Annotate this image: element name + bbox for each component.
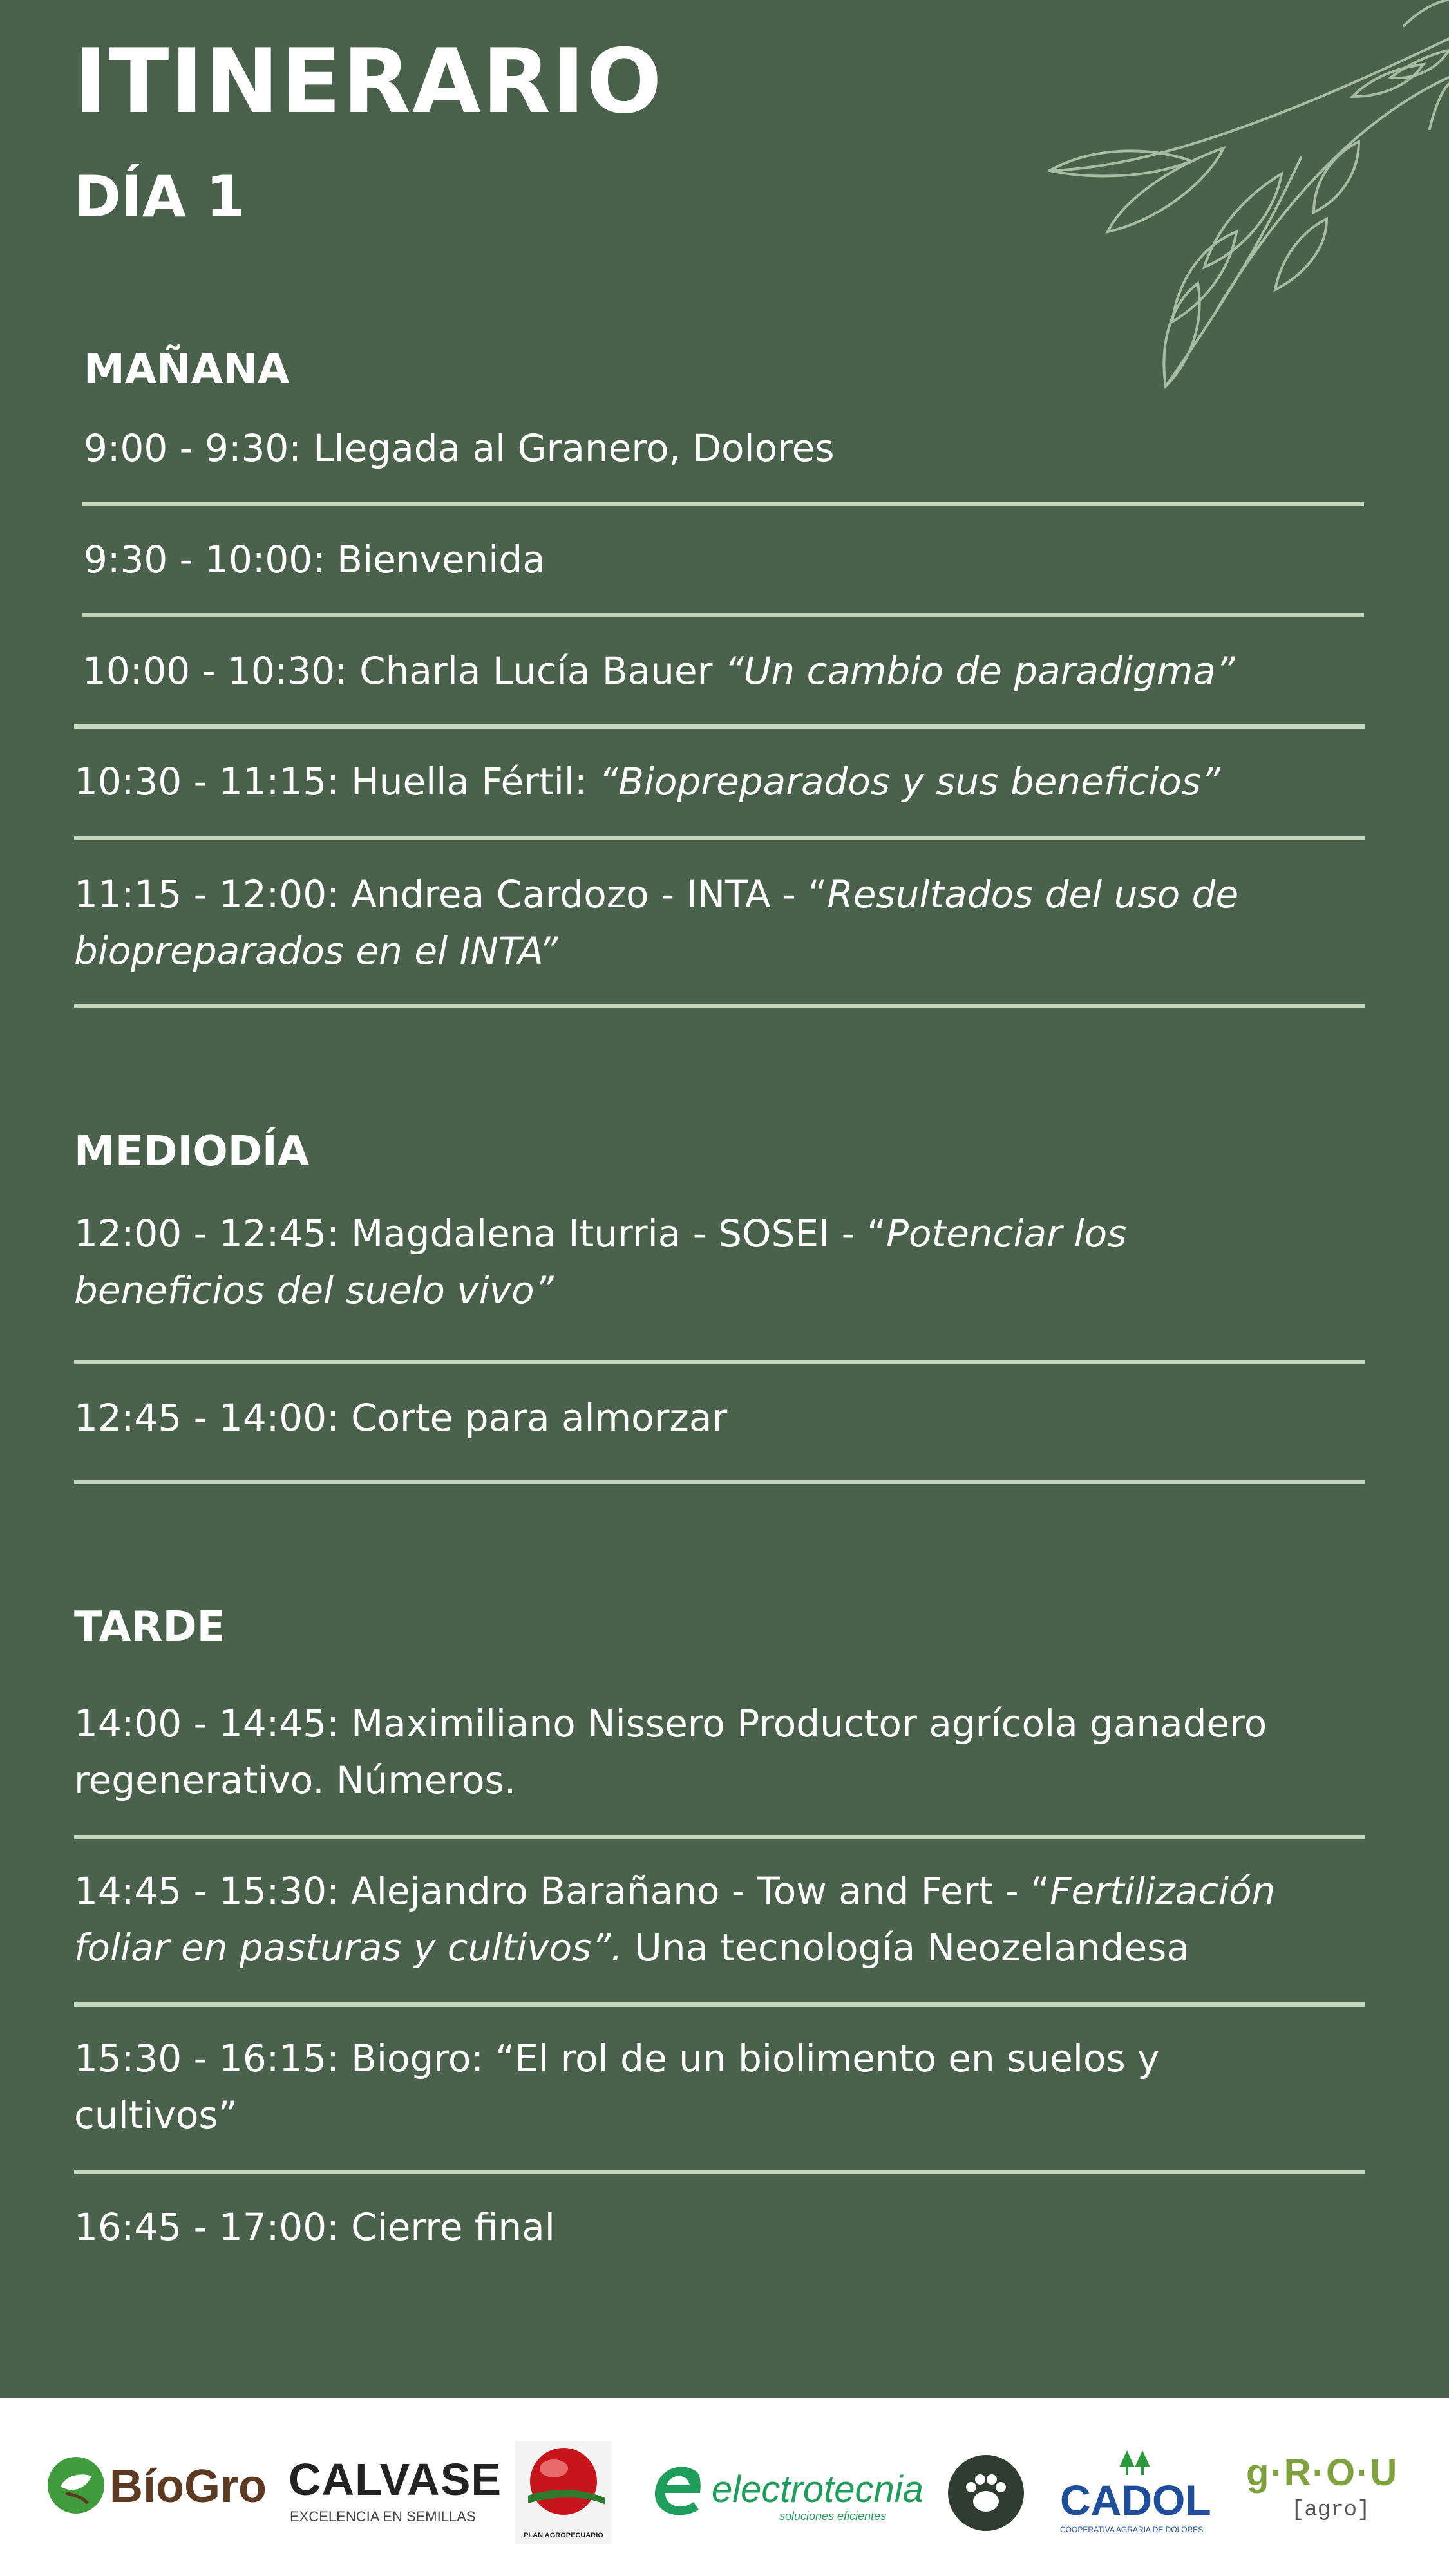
cadol-logo: CADOL COOPERATIVA AGRARIA DE DOLORES xyxy=(1056,2450,1214,2541)
plan-agropecuario-logo: PLAN AGROPECUARIO xyxy=(515,2441,612,2544)
section-title-manana: MAÑANA xyxy=(84,346,290,393)
divider xyxy=(74,2170,1365,2174)
sponsors-footer: BíoGro CALVASE EXCELENCIA EN SEMILLAS PLAN AGROPECUARIO electrotecnia soluciones eficientes CADOL COOPERATIVA AGRARIA DE DOLORES g·R·O·U [agro] xyxy=(0,2398,1449,2576)
divider xyxy=(74,1480,1365,1484)
plan-agropecuario-emblem xyxy=(515,2441,612,2544)
divider xyxy=(82,502,1364,506)
schedule-item: 12:00 - 12:45: Magdalena Iturria - SOSEI - “Potenciar los beneficios del suelo vivo” xyxy=(74,1212,1127,1312)
schedule-item: 11:15 - 12:00: Andrea Cardozo - INTA - “Resultados del uso de biopreparados en el INTA” xyxy=(74,872,1239,973)
divider xyxy=(74,724,1365,729)
section-title-tarde: TARDE xyxy=(74,1603,225,1651)
day-subtitle: DÍA 1 xyxy=(74,164,245,230)
divider xyxy=(74,1360,1365,1364)
cadol-trees-icon xyxy=(1115,2450,1154,2476)
schedule-item: 15:30 - 16:15: Biogro: “El rol de un biolimento en suelos y cultivos” xyxy=(74,2036,1160,2137)
electrotecnia-logo: electrotecnia soluciones eficientes xyxy=(647,2457,911,2528)
divider xyxy=(74,2002,1365,2007)
calvase-logo: CALVASE EXCELENCIA EN SEMILLAS xyxy=(289,2454,502,2524)
page-title: ITINERARIO xyxy=(74,30,663,133)
leaf-branch-decoration xyxy=(1030,0,1449,399)
schedule-item: 10:00 - 10:30: Charla Lucía Bauer “Un cambio de paradigma” xyxy=(82,649,1235,693)
divider xyxy=(74,1004,1365,1008)
section-title-mediodia: MEDIODÍA xyxy=(74,1128,310,1176)
electrotecnia-e-icon xyxy=(647,2457,712,2528)
schedule-item: 14:00 - 14:45: Maximiliano Nissero Productor agrícola ganadero regenerativo. Números. xyxy=(74,1702,1267,1802)
grou-agro-logo: g·R·O·U [agro] xyxy=(1246,2452,1399,2523)
biogro-leaf-icon xyxy=(46,2456,106,2515)
paw-logo xyxy=(947,2454,1025,2535)
paw-icon xyxy=(947,2454,1025,2532)
schedule-item: 9:00 - 9:30: Llegada al Granero, Dolores xyxy=(84,426,835,470)
schedule-item: 12:45 - 14:00: Corte para almorzar xyxy=(74,1396,728,1440)
schedule-item: 9:30 - 10:00: Bienvenida xyxy=(84,538,545,581)
schedule-item: 10:30 - 11:15: Huella Fértil: “Biopreparados y sus beneficios” xyxy=(74,760,1221,804)
divider xyxy=(74,1835,1365,1839)
divider xyxy=(82,613,1364,617)
divider xyxy=(74,836,1365,840)
schedule-item: 14:45 - 15:30: Alejandro Barañano - Tow and Fert - “Fertilización foliar en pasturas y cultivos”. Una tecnología Neozelandesa xyxy=(74,1869,1276,1970)
schedule-item: 16:45 - 17:00: Cierre final xyxy=(74,2205,555,2249)
